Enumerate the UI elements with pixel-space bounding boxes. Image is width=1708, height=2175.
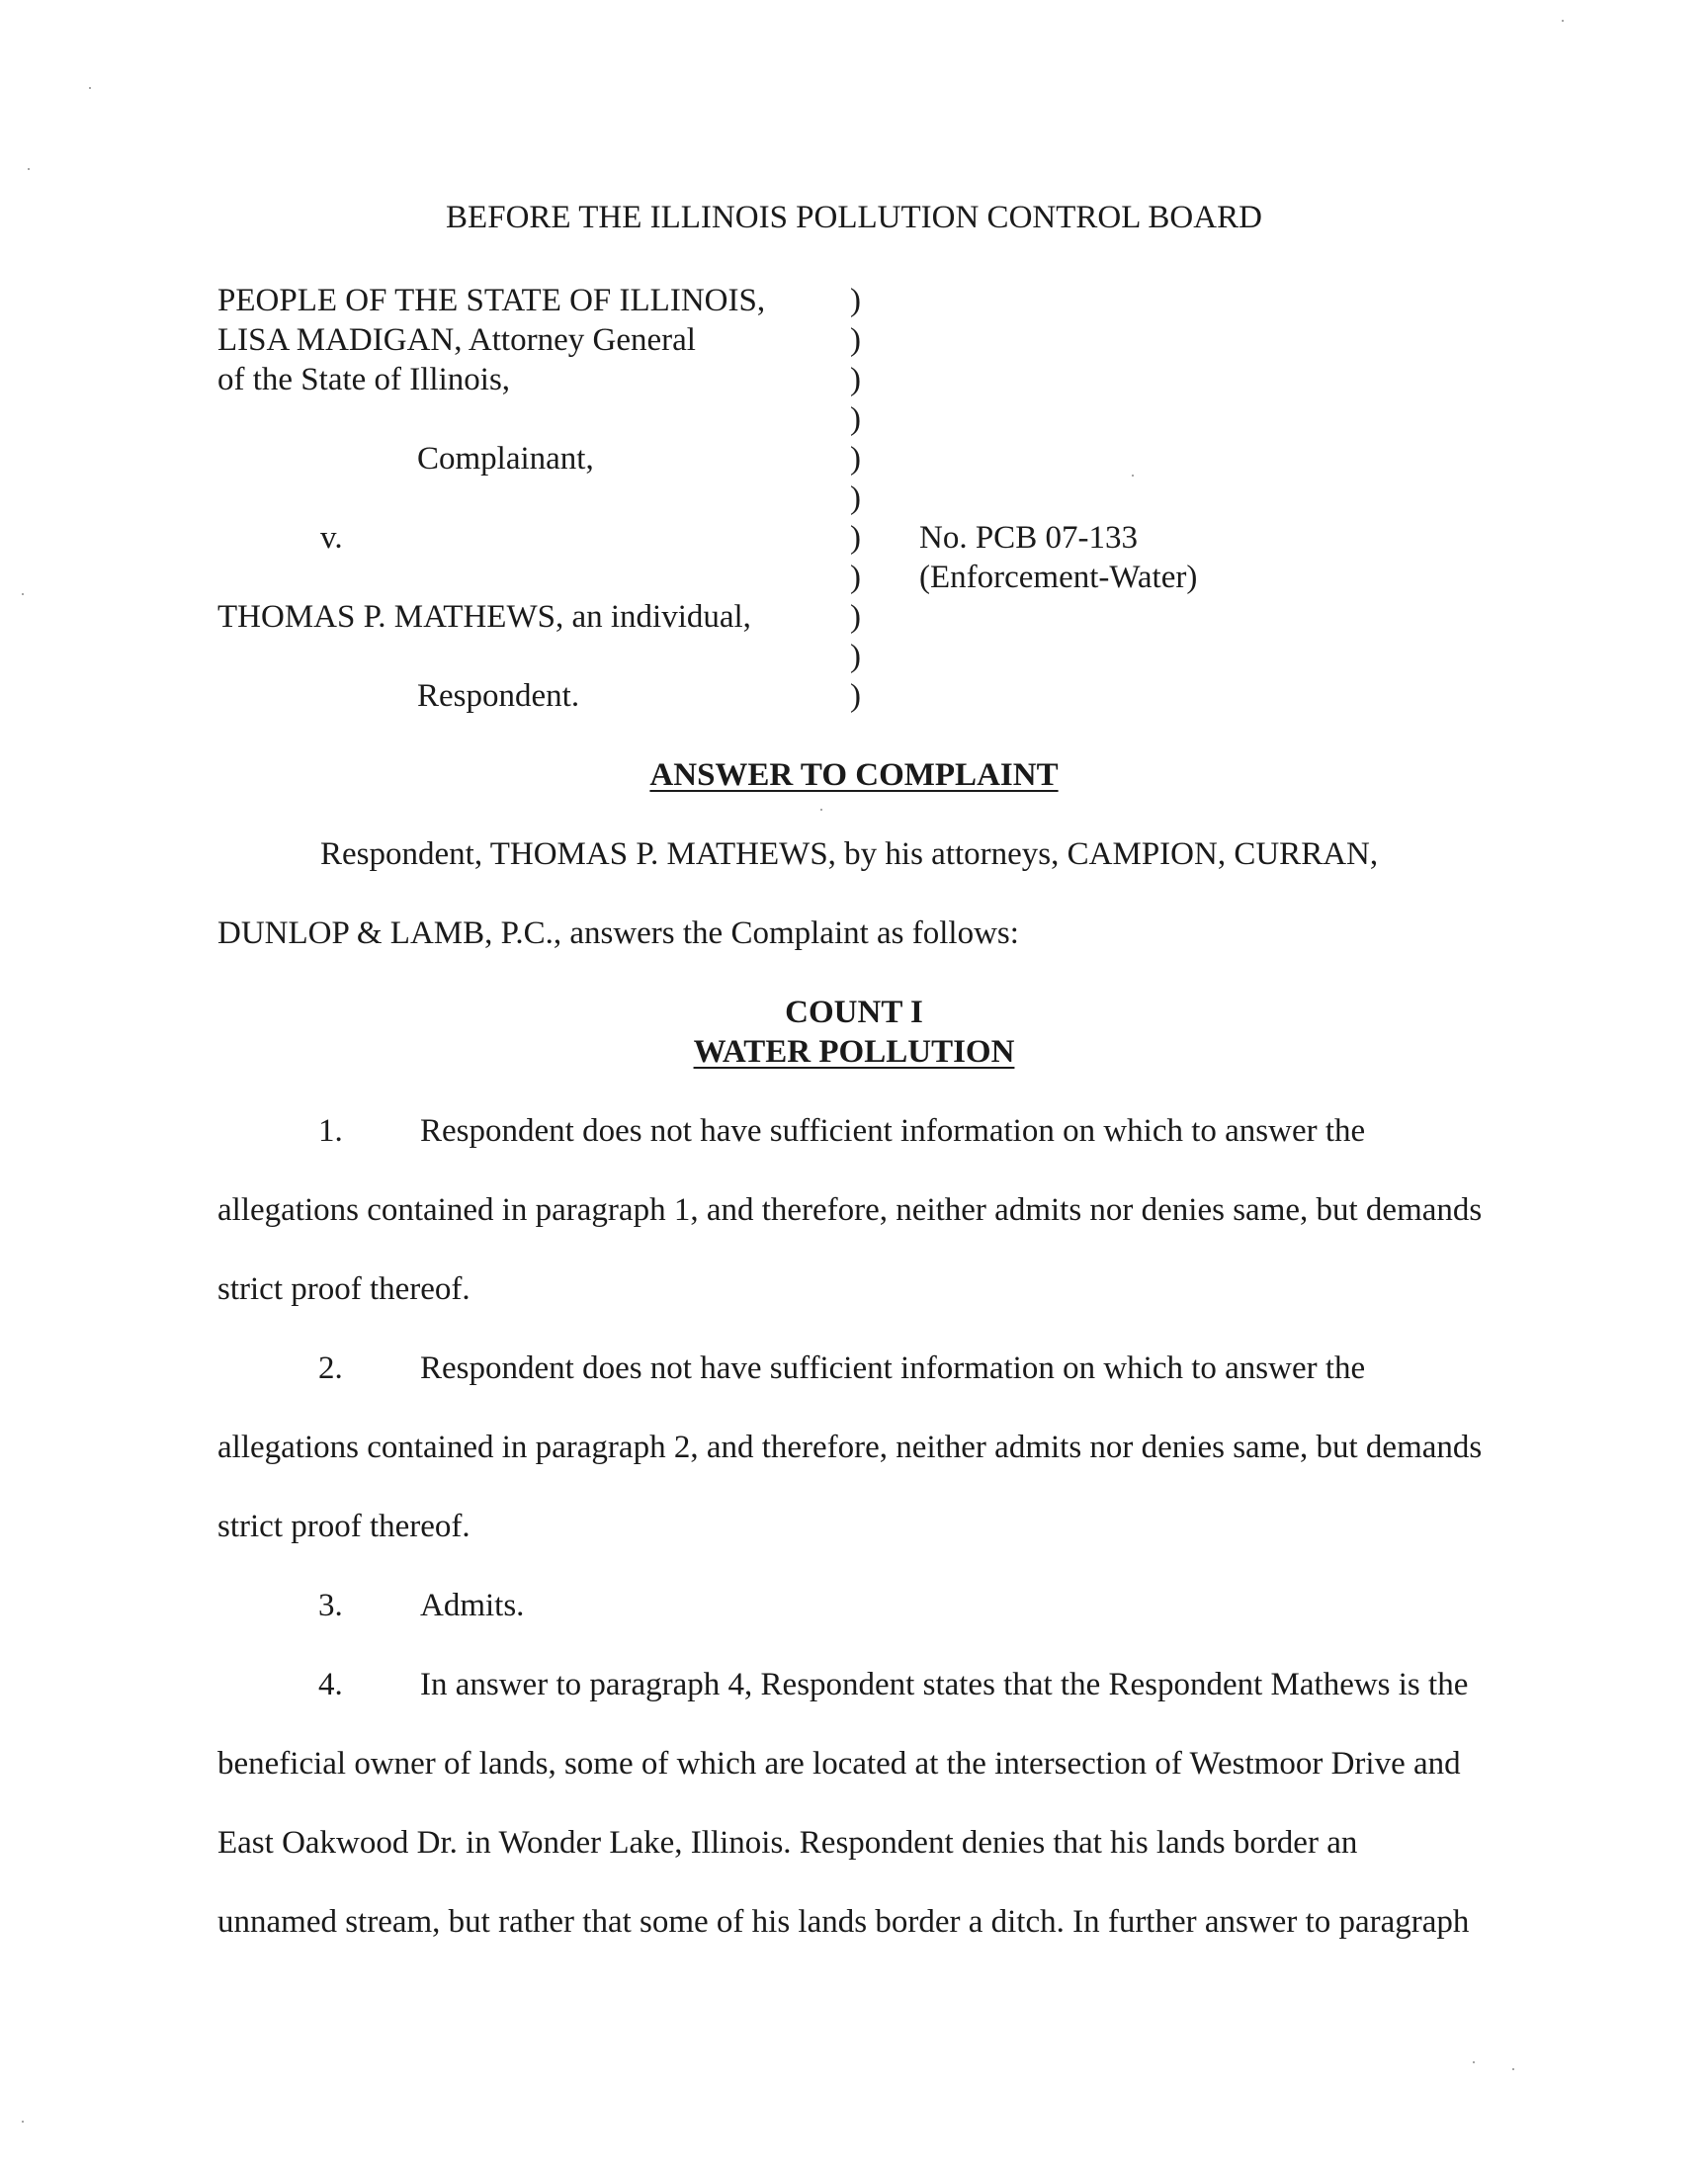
caption-paren: ) — [850, 639, 861, 674]
paragraph-first-line: Respondent does not have sufficient information on which to answer the — [420, 1350, 1366, 1386]
document-title-wrap — [0, 755, 1708, 795]
caption-paren: ) — [850, 283, 861, 318]
scan-speck — [1512, 2068, 1514, 2070]
scan-speck — [820, 809, 822, 811]
complainant-line-3: of the State of Illinois, — [217, 362, 511, 397]
complainant-line-1: PEOPLE OF THE STATE OF ILLINOIS, — [217, 283, 766, 318]
caption-paren: ) — [850, 401, 861, 437]
board-heading: BEFORE THE ILLINOIS POLLUTION CONTROL BOARD — [446, 200, 1262, 235]
paragraph-line: strict proof thereof. — [217, 1271, 470, 1307]
caption-paren: ) — [850, 480, 861, 516]
case-number: No. PCB 07-133 — [919, 520, 1138, 556]
caption-paren: ) — [850, 441, 861, 477]
count-name: WATER POLLUTION — [693, 1034, 1015, 1070]
scan-speck — [22, 2121, 24, 2123]
paragraph-first-line: Respondent does not have sufficient information on which to answer the — [420, 1113, 1366, 1149]
caption-paren: ) — [850, 560, 861, 595]
respondent-name: THOMAS P. MATHEWS, an individual, — [217, 599, 751, 635]
count-name-wrap — [0, 1032, 1708, 1072]
complainant-role: Complainant, — [417, 441, 594, 477]
scan-speck — [89, 87, 91, 89]
paragraph-line: East Oakwood Dr. in Wonder Lake, Illinois. Respondent denies that his lands border an — [217, 1825, 1358, 1861]
paragraph-first-line: In answer to paragraph 4, Respondent states that the Respondent Mathews is the — [420, 1667, 1469, 1702]
scan-speck — [22, 593, 24, 595]
paragraph-number: 1. — [318, 1113, 343, 1149]
caption-paren: ) — [850, 520, 861, 556]
intro-line-2: DUNLOP & LAMB, P.C., answers the Complaint as follows: — [217, 915, 1019, 951]
caption-paren: ) — [850, 599, 861, 635]
scan-speck — [1473, 2061, 1475, 2063]
intro-line-1: Respondent, THOMAS P. MATHEWS, by his attorneys, CAMPION, CURRAN, — [320, 836, 1379, 872]
case-type: (Enforcement-Water) — [919, 560, 1198, 595]
scan-speck — [1132, 475, 1134, 477]
paragraph-line: allegations contained in paragraph 2, and therefore, neither admits nor denies same, but demands — [217, 1430, 1483, 1465]
respondent-role: Respondent. — [417, 678, 580, 714]
paragraph-number: 2. — [318, 1350, 343, 1386]
paragraph-number: 3. — [318, 1588, 343, 1623]
complainant-line-2: LISA MADIGAN, Attorney General — [217, 322, 696, 358]
paragraph-first-line: Admits. — [420, 1588, 525, 1623]
paragraph-number: 4. — [318, 1667, 343, 1702]
paragraph-line: strict proof thereof. — [217, 1509, 470, 1544]
paragraph-line: beneficial owner of lands, some of which are located at the intersection of Westmoor Drive and — [217, 1746, 1461, 1782]
caption-paren: ) — [850, 678, 861, 714]
caption-paren: ) — [850, 362, 861, 397]
document-title: ANSWER TO COMPLAINT — [649, 757, 1059, 793]
caption-paren: ) — [850, 322, 861, 358]
paragraph-line: unnamed stream, but rather that some of his lands border a ditch. In further answer to paragraph — [217, 1904, 1470, 1940]
count-label: COUNT I — [785, 995, 923, 1030]
scan-speck — [28, 168, 30, 170]
versus: v. — [320, 520, 343, 556]
scan-speck — [1562, 20, 1564, 22]
paragraph-line: allegations contained in paragraph 1, and therefore, neither admits nor denies same, but demands — [217, 1192, 1483, 1228]
